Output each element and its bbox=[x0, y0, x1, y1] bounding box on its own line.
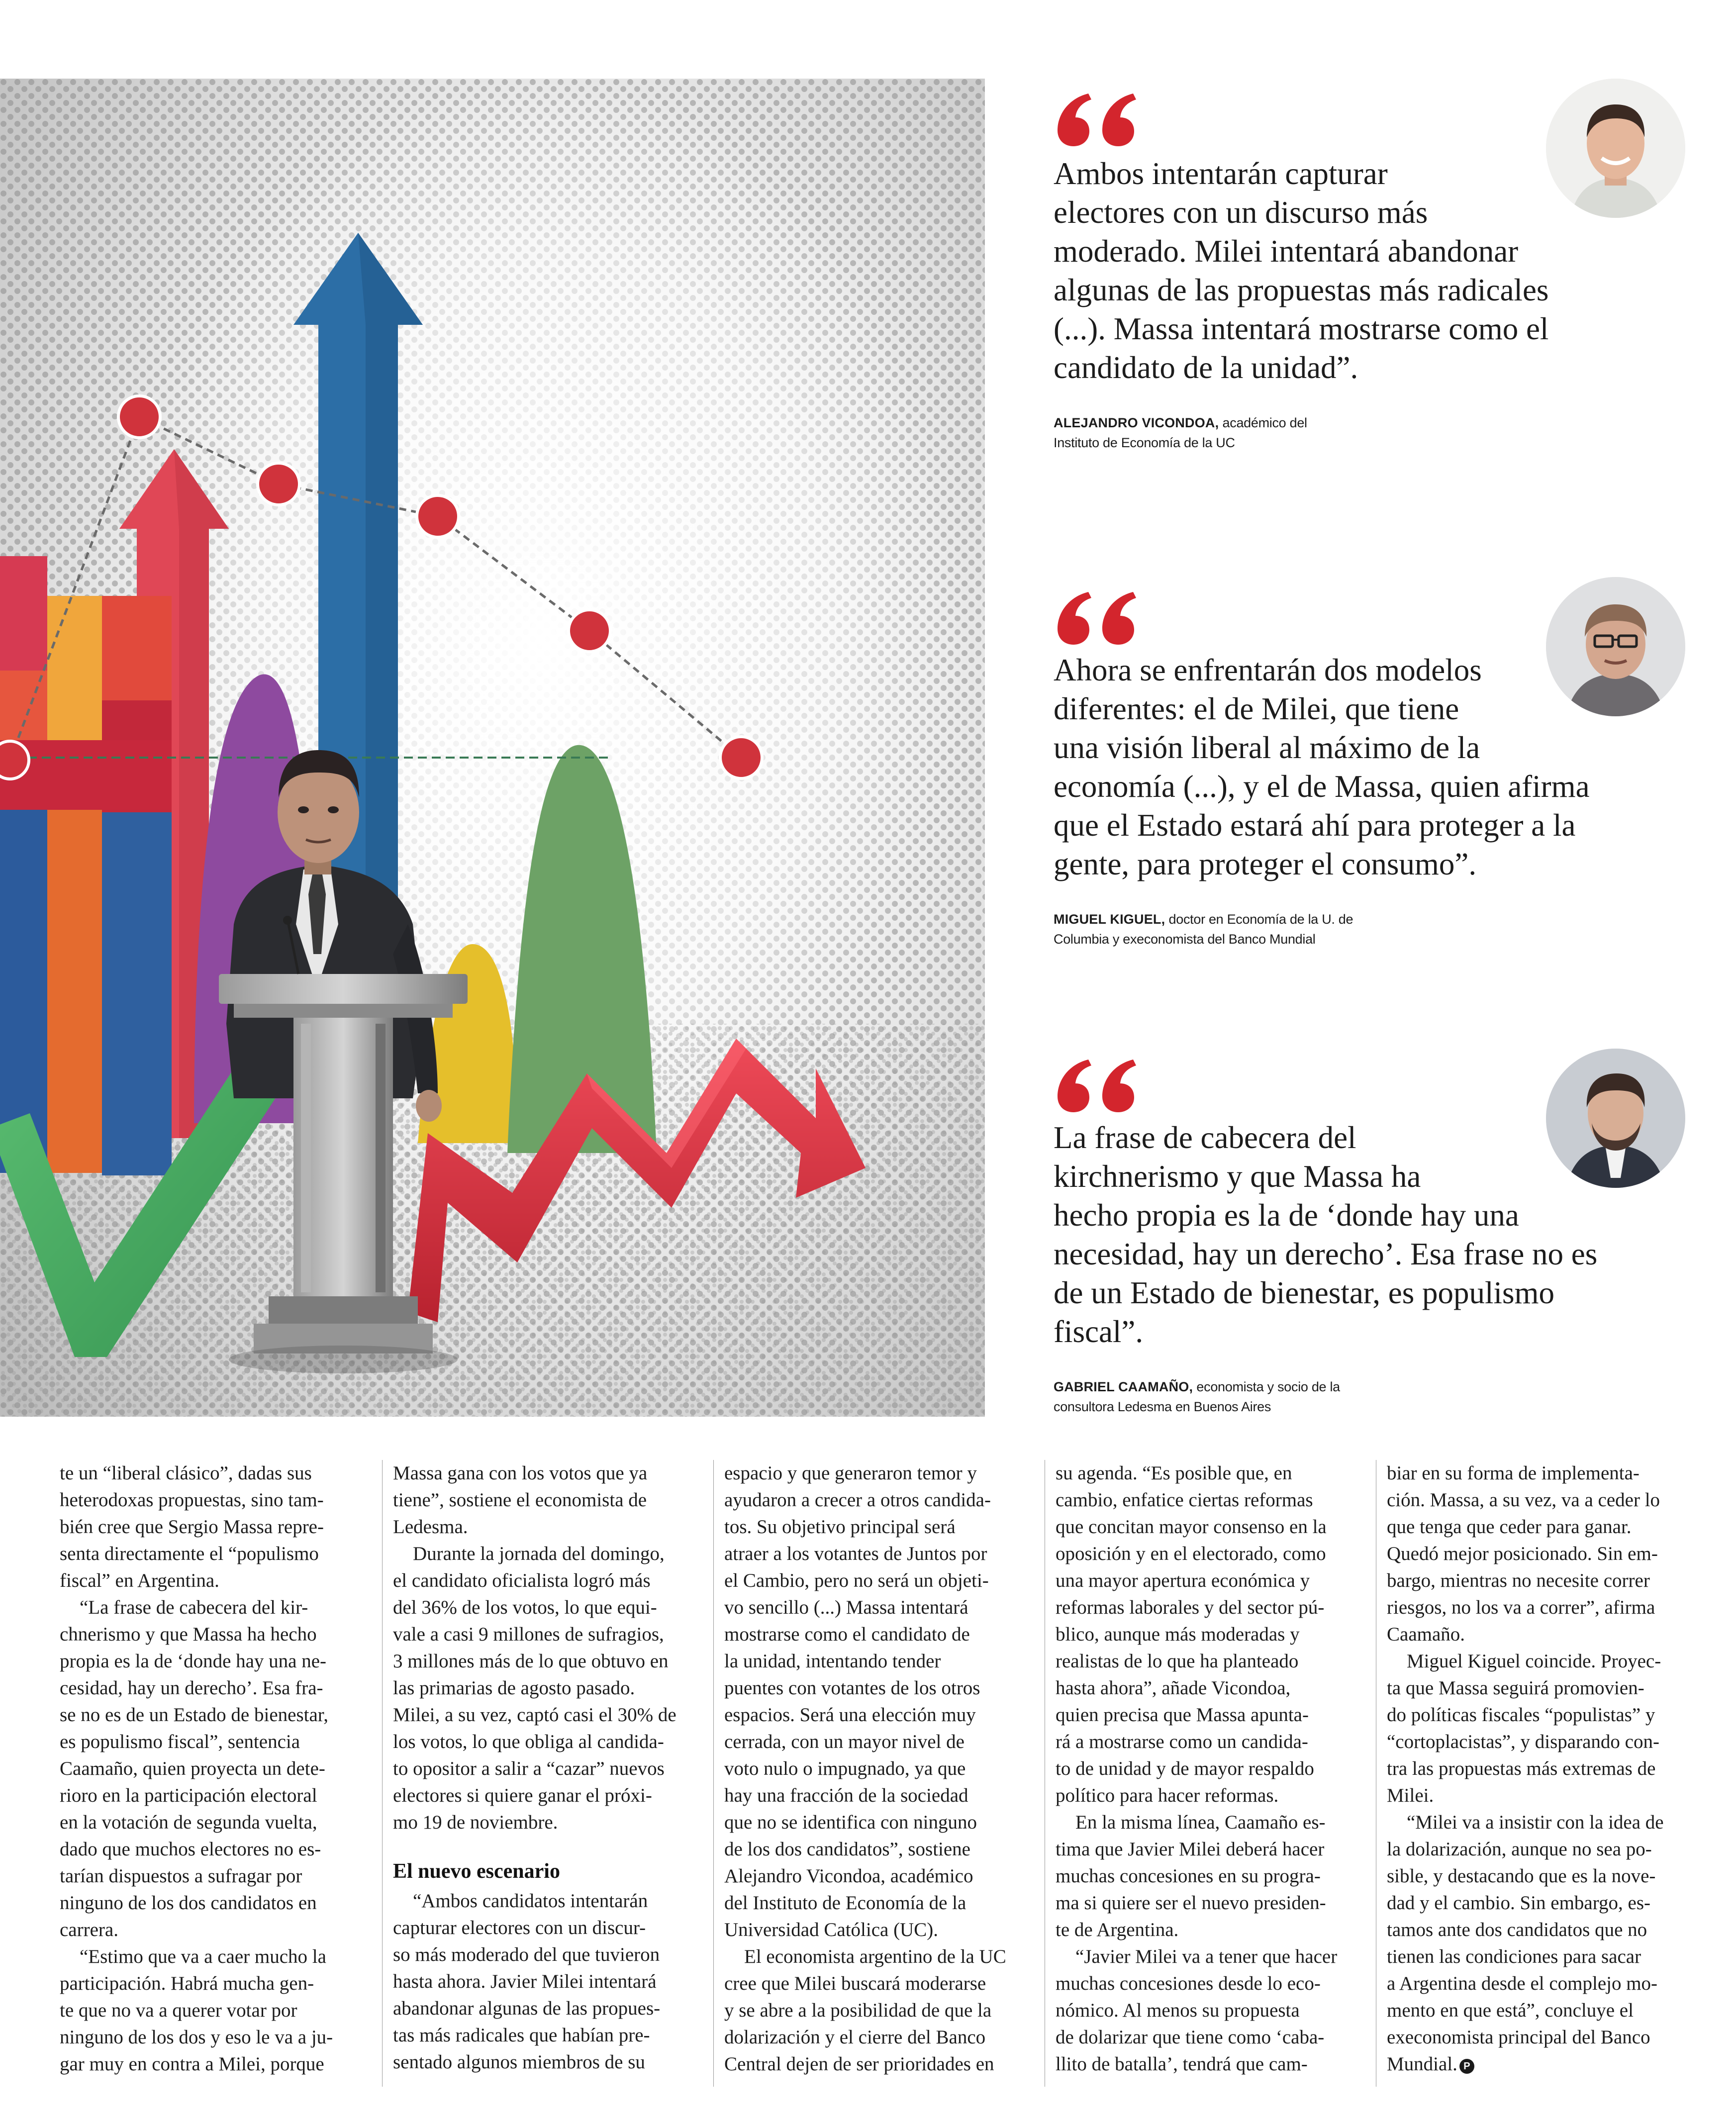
article-column-4 bbox=[1056, 1460, 1362, 2078]
paragraph: te un “liberal clásico”, dadas sus heterodoxas propuestas, sino tam- bién cree que Sergio Massa repre- senta directamente el “populismo fiscal” en Argentina. bbox=[60, 1462, 324, 1591]
attribution-role-line2: Columbia y execonomista del Banco Mundial bbox=[1054, 932, 1316, 947]
paragraph: En la misma línea, Caamaño es- tima que Javier Milei deberá hacer muchas concesiones en su progra- ma si quiere ser el nuevo presiden- te de Argentina. bbox=[1056, 1812, 1326, 1940]
attribution-role: doctor en Economía de la U. de bbox=[1168, 912, 1353, 927]
pull-quote-kiguel bbox=[1054, 651, 1695, 949]
attribution-name: MIGUEL KIGUEL, bbox=[1054, 912, 1165, 927]
paragraph bbox=[1387, 1809, 1693, 2078]
editorial-illustration bbox=[0, 79, 985, 1417]
paragraph: El economista argentino de la UC cree que Milei buscará moderarse y se abre a la posibilidad de que la dolarización y el cierre del Banco Central dejen de ser prioridades en bbox=[724, 1946, 1006, 2075]
paragraph: “Ambos candidatos intentarán capturar electores con un discur- so más moderado del que tuvieron hasta ahora. Javier Milei intentará abandonar algunas de las propues- tas más radicales que habían pre- sentado algunos miembros de su bbox=[393, 1890, 661, 2073]
paragraph: Massa gana con los votos que ya tiene”, sostiene el economista de Ledesma. bbox=[393, 1462, 648, 1538]
paragraph: su agenda. “Es posible que, en cambio, enfatice ciertas reformas que concitan mayor consenso en la oposición y en el electorado, como una mayor apertura económica y reformas laborales y del sector pú- blico, aunque más moderadas y realistas de lo que ha planteado hasta ahora”, añade Vicondoa, quien precisa que Massa apunta- rá a mostrarse como un candida- to de unidad y de mayor respaldo político para hacer reformas. bbox=[1056, 1462, 1327, 1806]
pull-quote-caamano bbox=[1054, 1118, 1695, 1417]
article-column-1 bbox=[60, 1460, 366, 2078]
attribution-name: ALEJANDRO VICONDOA, bbox=[1054, 415, 1219, 430]
paragraph: Miguel Kiguel coincide. Proyec- ta que Massa seguirá promovien- do políticas fiscales “populistas” y “cortoplacistas”, y disparando con- tra las propuestas más extremas de Milei. bbox=[1387, 1650, 1661, 1806]
attribution-role-line2: consultora Ledesma en Buenos Aires bbox=[1054, 1399, 1271, 1414]
section-heading: El nuevo escenario bbox=[393, 1860, 560, 1883]
attribution-role: académico del bbox=[1222, 415, 1307, 430]
article-column-3 bbox=[724, 1460, 1031, 2078]
quote-attribution bbox=[1054, 1377, 1695, 1417]
paragraph: “Estimo que va a caer mucho la participación. Habrá mucha gen- te que no va a querer votar por ninguno de los dos y eso le va a ju- gar muy en contra a Milei, porque bbox=[60, 1946, 333, 2075]
column-divider bbox=[382, 1460, 383, 2087]
column-divider bbox=[713, 1460, 714, 2087]
quote-attribution bbox=[1054, 909, 1695, 949]
attribution-role-line2: Instituto de Economía de la UC bbox=[1054, 435, 1235, 450]
paragraph: “Javier Milei va a tener que hacer muchas concesiones desde lo eco- nómico. Al menos su propuesta de dolarizar que tiene como ‘caba- llito de batalla’, tendrá que cam- bbox=[1056, 1946, 1338, 2075]
paragraph-text: “Milei va a insistir con la idea de la dolarización, aunque no sea po- sible, y destacando que es la nove- dad y el cambio. Sin embargo, es- tamos ante dos candidatos que no tienen las condiciones para sacar a Argentina desde el complejo mo- mento en que está”, concluye el execonomista principal del Banco Mundial. bbox=[1387, 1812, 1664, 2075]
paragraph: Durante la jornada del domingo, el candidato oficialista logró más del 36% de los votos, lo que equi- vale a casi 9 millones de sufragios, 3 millones más de lo que obtuvo en las primarias de agosto pasado. Milei, a su vez, captó casi el 30% de los votos, lo que obliga al candida- to opositor a salir a “cazar” nuevos electores si quiere ganar el próxi- mo 19 de noviembre. bbox=[393, 1543, 676, 1833]
article-column-2 bbox=[393, 1460, 699, 2076]
quote-mark-icon bbox=[1054, 1055, 1138, 1114]
quote-attribution bbox=[1054, 413, 1695, 453]
paragraph: biar en su forma de implementa- ción. Massa, a su vez, va a ceder lo que tenga que ceder para ganar. Quedó mejor posicionado. Sin em- bargo, mientras no necesite correr riesgos, no los va a correr”, afirma Caamaño. bbox=[1387, 1462, 1660, 1645]
quote-text: Ahora se enfrentarán dos modelos diferentes: el de Milei, que tiene una visión liberal al máximo de la economía (...), y el de Massa, quien afirma que el Estado estará ahí para proteger a la gente, para proteger el consumo”. bbox=[1054, 653, 1590, 881]
paragraph: espacio y que generaron temor y ayudaron a crecer a otros candida- tos. Su objetivo principal será atraer a los votantes de Juntos por el Cambio, pero no será un objeti- vo sencillo (...) Massa intentará mostrarse como el candidato de la unidad, intentando tender puentes con votantes de los otros espacios. Será una elección muy cerrada, con un mayor nivel de voto nulo o impugnado, ya que hay una fracción de la sociedad que no se identifica con ninguno de los dos candidatos”, sostiene Alejandro Vicondoa, académico del Instituto de Economía de la Universidad Católica (UC). bbox=[724, 1462, 991, 1940]
pull-quote-vicondoa bbox=[1054, 154, 1695, 453]
quote-text: Ambos intentarán capturar electores con un discurso más moderado. Milei intentará abandonar algunas de las propuestas más radicales (...). Massa intentará mostrarse como el candidato de la unidad”. bbox=[1054, 156, 1549, 385]
quote-text: La frase de cabecera del kirchnerismo y que Massa ha hecho propia es la de ‘donde hay una necesidad, hay un derecho’. Esa frase no es de un Estado de bienestar, es populismo fiscal”. bbox=[1054, 1120, 1598, 1349]
bar-stack-graphic bbox=[0, 556, 172, 1175]
attribution-name: GABRIEL CAAMAÑO, bbox=[1054, 1379, 1193, 1394]
attribution-role: economista y socio de la bbox=[1196, 1379, 1340, 1394]
paragraph: “La frase de cabecera del kir- chnerismo y que Massa ha hecho propia es la de ‘donde hay una ne- cesidad, hay un derecho’. Esa fra- se no es de un Estado de bienestar, es populismo fiscal”, sentencia Caamaño, quien proyecta un dete- rioro en la participación electoral en la votación de segunda vuelta, dado que muchos electores no es- tarían dispuestos a sufragar por ninguno de los dos candidatos en carrera. bbox=[60, 1597, 328, 1940]
quote-mark-icon bbox=[1054, 89, 1138, 148]
end-of-article-icon: P bbox=[1459, 2059, 1474, 2074]
article-column-5 bbox=[1387, 1460, 1693, 2078]
article-body bbox=[60, 1460, 1696, 2102]
quote-mark-icon bbox=[1054, 587, 1138, 647]
